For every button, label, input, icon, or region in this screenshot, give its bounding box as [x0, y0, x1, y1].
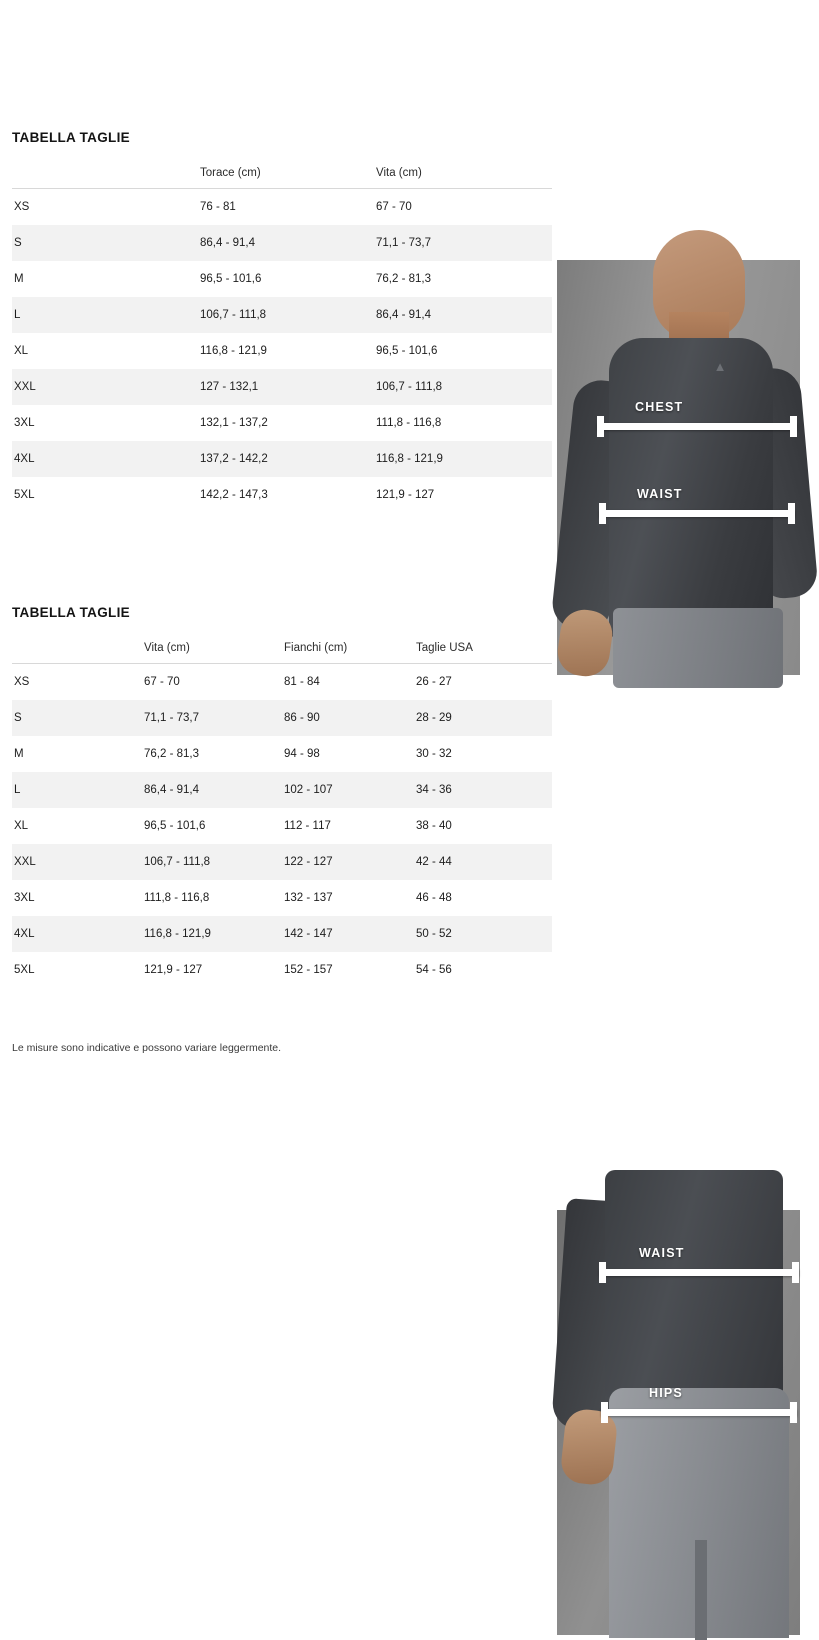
- size-table-1: [12, 163, 552, 513]
- cell-size: 5XL: [12, 477, 200, 513]
- cell-chest: 106,7 - 111,8: [200, 297, 376, 333]
- measure-bar-hips: [601, 1409, 797, 1416]
- model-torso-compression-shirt: [609, 338, 773, 638]
- cell-hips: 86 - 90: [284, 700, 416, 736]
- table-row: [12, 844, 552, 880]
- cell-us-size: 30 - 32: [416, 736, 552, 772]
- table-header-row: [12, 163, 552, 189]
- table-row: [12, 952, 552, 988]
- cell-waist: 76,2 - 81,3: [144, 736, 284, 772]
- table-row: [12, 880, 552, 916]
- table-row: [12, 441, 552, 477]
- cell-size: XL: [12, 333, 200, 369]
- cell-chest: 142,2 - 147,3: [200, 477, 376, 513]
- cell-waist: 111,8 - 116,8: [144, 880, 284, 916]
- column-header-hips: Fianchi (cm): [284, 638, 416, 664]
- size-section-chest-waist: [0, 130, 800, 550]
- cell-waist: 106,7 - 111,8: [376, 369, 552, 405]
- model-legs-gap: [695, 1540, 707, 1640]
- table-row: [12, 333, 552, 369]
- cell-hips: 81 - 84: [284, 664, 416, 700]
- cell-chest: 116,8 - 121,9: [200, 333, 376, 369]
- cell-chest: 137,2 - 142,2: [200, 441, 376, 477]
- measure-label-hips: HIPS: [649, 1386, 683, 1400]
- table-row: [12, 405, 552, 441]
- cell-chest: 86,4 - 91,4: [200, 225, 376, 261]
- measure-label-waist: WAIST: [637, 487, 683, 501]
- page-title-1: TABELLA TAGLIE: [12, 130, 130, 145]
- cell-hips: 94 - 98: [284, 736, 416, 772]
- cell-waist: 86,4 - 91,4: [376, 297, 552, 333]
- cell-waist: 71,1 - 73,7: [376, 225, 552, 261]
- model-torso-compression-shirt: [605, 1170, 783, 1400]
- cell-waist: 111,8 - 116,8: [376, 405, 552, 441]
- table-row: [12, 297, 552, 333]
- footnote-text: Le misure sono indicative e possono variare leggermente.: [12, 1042, 282, 1054]
- cell-size: XXL: [12, 844, 144, 880]
- measure-label-waist: WAIST: [639, 1246, 685, 1260]
- table-row: [12, 736, 552, 772]
- cell-size: L: [12, 772, 144, 808]
- measure-bar-waist: [599, 1269, 799, 1276]
- column-header-us-size: Taglie USA: [416, 638, 552, 664]
- cell-size: S: [12, 225, 200, 261]
- cell-hips: 102 - 107: [284, 772, 416, 808]
- cell-waist: 96,5 - 101,6: [376, 333, 552, 369]
- cell-chest: 96,5 - 101,6: [200, 261, 376, 297]
- size-table-wrapper-2: [12, 605, 552, 988]
- size-table-2: [12, 638, 552, 988]
- table-row: [12, 225, 552, 261]
- cell-size: XXL: [12, 369, 200, 405]
- cell-size: XS: [12, 189, 200, 225]
- column-header-size: [12, 163, 200, 189]
- cell-us-size: 46 - 48: [416, 880, 552, 916]
- cell-size: 3XL: [12, 405, 200, 441]
- measure-bar-waist: [599, 510, 795, 517]
- column-header-chest: Torace (cm): [200, 163, 376, 189]
- size-section-waist-hips: [0, 605, 800, 1400]
- page-title-2: TABELLA TAGLIE: [12, 605, 130, 620]
- cell-size: L: [12, 297, 200, 333]
- column-header-waist: Vita (cm): [144, 638, 284, 664]
- table-header-row: [12, 638, 552, 664]
- cell-waist: 86,4 - 91,4: [144, 772, 284, 808]
- cell-size: M: [12, 736, 144, 772]
- table-row: [12, 772, 552, 808]
- cell-waist: 76,2 - 81,3: [376, 261, 552, 297]
- table-row: [12, 477, 552, 513]
- cell-size: 4XL: [12, 441, 200, 477]
- cell-waist: 116,8 - 121,9: [376, 441, 552, 477]
- cell-us-size: 42 - 44: [416, 844, 552, 880]
- column-header-waist: Vita (cm): [376, 163, 552, 189]
- cell-waist: 116,8 - 121,9: [144, 916, 284, 952]
- cell-waist: 96,5 - 101,6: [144, 808, 284, 844]
- cell-chest: 76 - 81: [200, 189, 376, 225]
- cell-waist: 106,7 - 111,8: [144, 844, 284, 880]
- cell-size: XS: [12, 664, 144, 700]
- table-row: [12, 700, 552, 736]
- cell-us-size: 28 - 29: [416, 700, 552, 736]
- cell-hips: 132 - 137: [284, 880, 416, 916]
- cell-size: 4XL: [12, 916, 144, 952]
- measure-label-chest: CHEST: [635, 400, 684, 414]
- size-table-wrapper-1: [12, 130, 552, 513]
- cell-us-size: 54 - 56: [416, 952, 552, 988]
- measure-bar-chest: [597, 423, 797, 430]
- cell-waist: 67 - 70: [376, 189, 552, 225]
- table-row: [12, 261, 552, 297]
- cell-us-size: 50 - 52: [416, 916, 552, 952]
- table-row: [12, 189, 552, 225]
- cell-us-size: 26 - 27: [416, 664, 552, 700]
- cell-size: XL: [12, 808, 144, 844]
- model-photo-lower-body: [557, 1210, 800, 1635]
- cell-waist: 71,1 - 73,7: [144, 700, 284, 736]
- table-row: [12, 664, 552, 700]
- cell-size: S: [12, 700, 144, 736]
- cell-waist: 121,9 - 127: [376, 477, 552, 513]
- cell-waist: 67 - 70: [144, 664, 284, 700]
- table-row: [12, 916, 552, 952]
- cell-hips: 152 - 157: [284, 952, 416, 988]
- cell-chest: 132,1 - 137,2: [200, 405, 376, 441]
- cell-us-size: 34 - 36: [416, 772, 552, 808]
- table-row: [12, 808, 552, 844]
- cell-chest: 127 - 132,1: [200, 369, 376, 405]
- column-header-size: [12, 638, 144, 664]
- cell-size: 5XL: [12, 952, 144, 988]
- cell-us-size: 38 - 40: [416, 808, 552, 844]
- cell-waist: 121,9 - 127: [144, 952, 284, 988]
- cell-hips: 112 - 117: [284, 808, 416, 844]
- cell-size: 3XL: [12, 880, 144, 916]
- cell-hips: 142 - 147: [284, 916, 416, 952]
- cell-size: M: [12, 261, 200, 297]
- table-row: [12, 369, 552, 405]
- cell-hips: 122 - 127: [284, 844, 416, 880]
- brand-logo-icon: ▲: [713, 359, 727, 374]
